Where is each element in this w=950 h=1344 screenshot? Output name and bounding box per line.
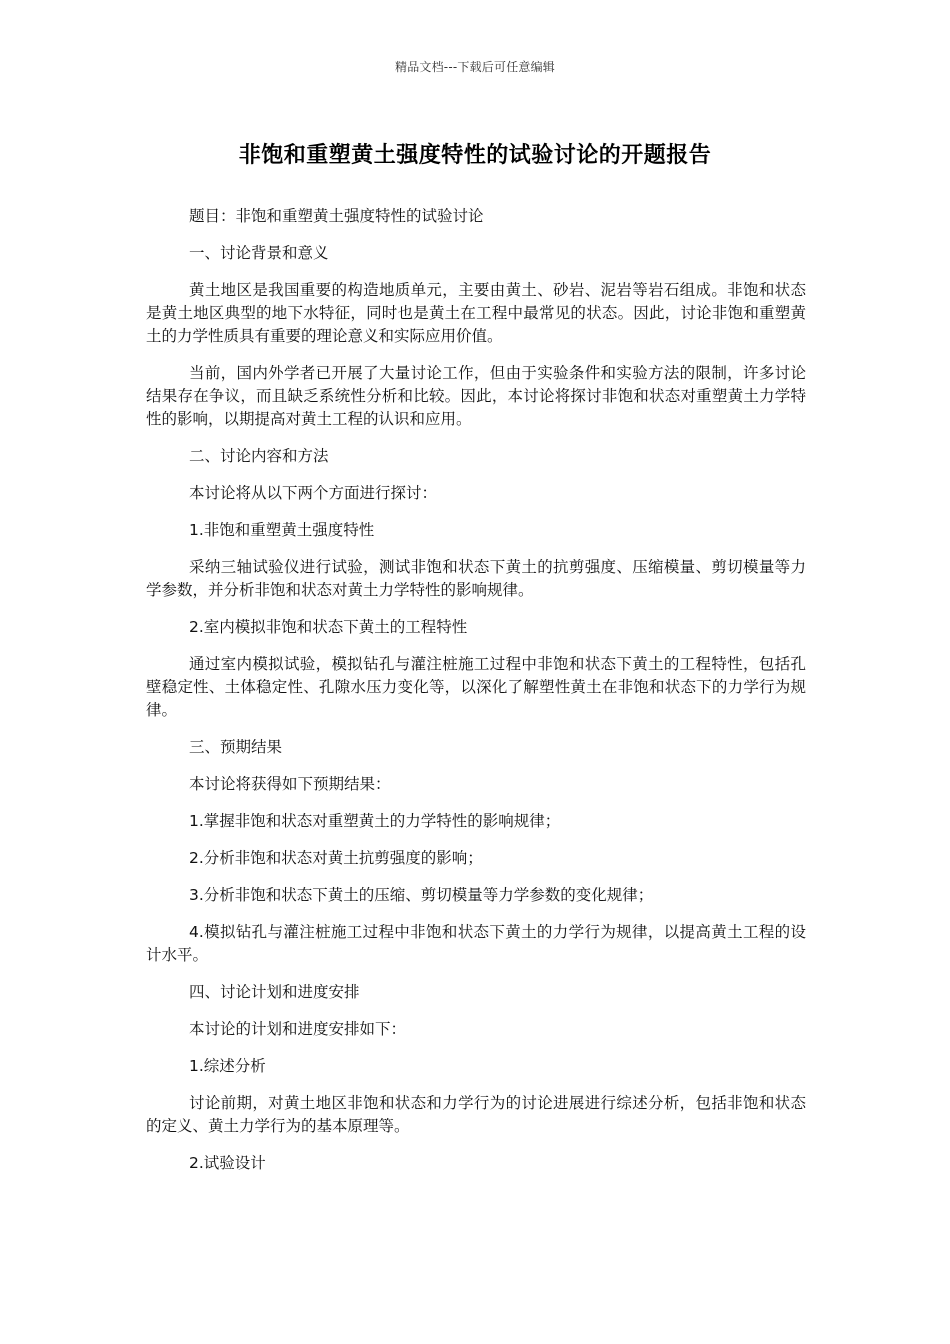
list-item: 3.分析非饱和状态下黄土的压缩、剪切模量等力学参数的变化规律；	[189, 886, 654, 904]
list-item: 2.分析非饱和状态对黄土抗剪强度的影响；	[189, 849, 483, 867]
document-body	[146, 205, 806, 1189]
paragraph: 黄土地区是我国重要的构造地质单元，主要由黄土、砂岩、泥岩等岩石组成。非饱和状态是黄土地区典型的地下水特征，同时也是黄土在工程中最常见的状态。因此，讨论非饱和重塑黄土的力学性质具有重要的理论意义和实际应用价值。	[146, 281, 806, 345]
subheading: 2.室内模拟非饱和状态下黄土的工程特性	[189, 618, 468, 636]
list-item: 1.掌握非饱和状态对重塑黄土的力学特性的影响规律；	[189, 812, 561, 830]
paragraph: 采纳三轴试验仪进行试验，测试非饱和状态下黄土的抗剪强度、压缩模量、剪切模量等力学参数，并分析非饱和状态对黄土力学特性的影响规律。	[146, 558, 806, 599]
section-heading-background: 一、讨论背景和意义	[189, 244, 329, 262]
paragraph: 通过室内模拟试验，模拟钻孔与灌注桩施工过程中非饱和状态下黄土的工程特性，包括孔壁稳定性、土体稳定性、孔隙水压力变化等，以深化了解塑性黄土在非饱和状态下的力学行为规律。	[146, 655, 806, 719]
header-note: 精品文档---下载后可任意编辑	[395, 60, 555, 74]
subheading: 1.综述分析	[189, 1057, 266, 1075]
paragraph-topic: 题目：非饱和重塑黄土强度特性的试验讨论	[189, 207, 484, 225]
section-heading-content: 二、讨论内容和方法	[189, 447, 329, 465]
paragraph: 本讨论的计划和进度安排如下：	[189, 1020, 407, 1038]
subheading: 1.非饱和重塑黄土强度特性	[189, 521, 375, 539]
subheading: 2.试验设计	[189, 1154, 266, 1172]
section-heading-results: 三、预期结果	[189, 738, 283, 756]
paragraph: 讨论前期，对黄土地区非饱和状态和力学行为的讨论进展进行综述分析，包括非饱和状态的定义、黄土力学行为的基本原理等。	[146, 1094, 806, 1135]
paragraph: 本讨论将获得如下预期结果：	[189, 775, 391, 793]
paragraph: 当前，国内外学者已开展了大量讨论工作，但由于实验条件和实验方法的限制，许多讨论结果存在争议，而且缺乏系统性分析和比较。因此，本讨论将探讨非饱和状态对重塑黄土力学特性的影响，以期提高对黄土工程的认识和应用。	[146, 364, 806, 428]
paragraph: 本讨论将从以下两个方面进行探讨：	[189, 484, 438, 502]
document-title: 非饱和重塑黄土强度特性的试验讨论的开题报告	[238, 143, 712, 168]
section-heading-plan: 四、讨论计划和进度安排	[189, 983, 360, 1001]
list-item: 4.模拟钻孔与灌注桩施工过程中非饱和状态下黄土的力学行为规律，以提高黄土工程的设计水平。	[146, 923, 806, 964]
